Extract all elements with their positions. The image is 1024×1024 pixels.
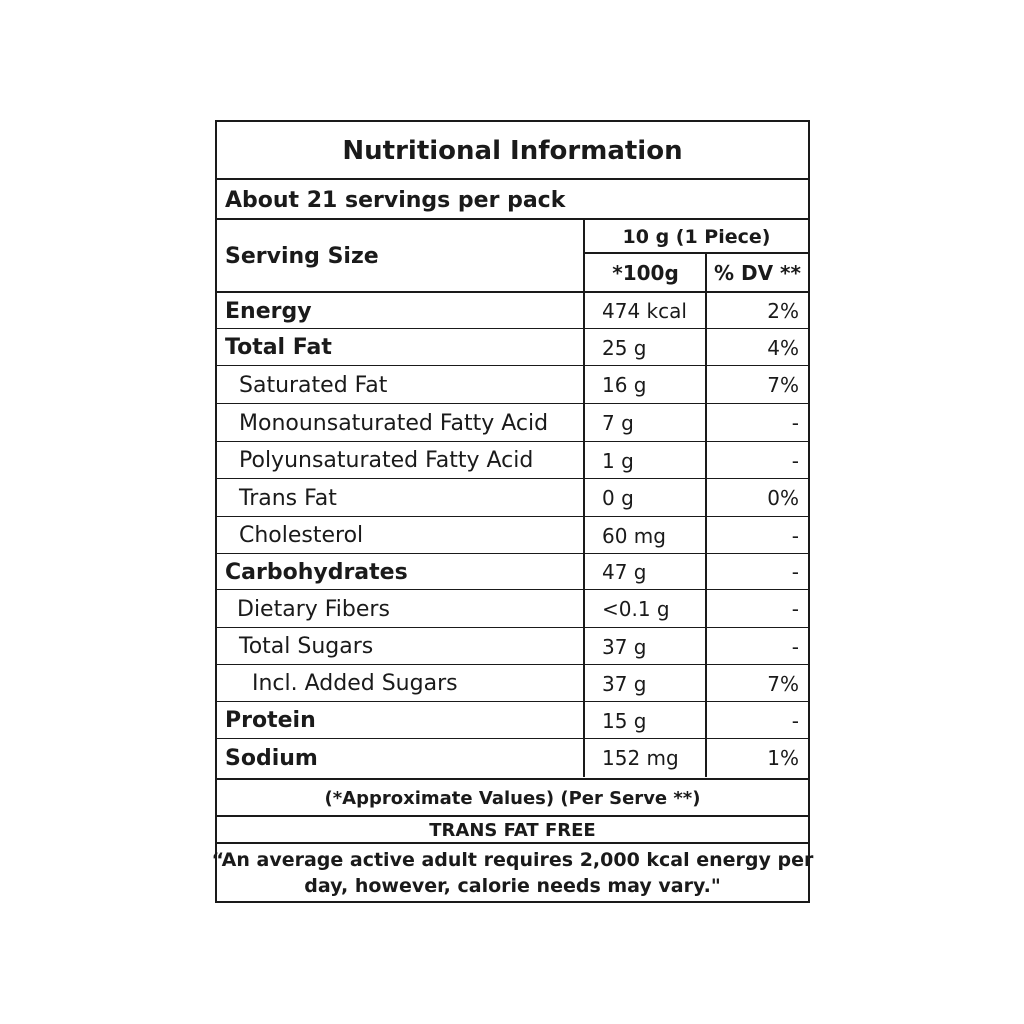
- column-header-per-100g: *100g: [612, 261, 679, 285]
- nutrient-amount: 1 g: [602, 448, 634, 473]
- nutrient-amount: 60 mg: [602, 523, 666, 548]
- nutrient-amount: 47 g: [602, 560, 647, 584]
- nutrient-amount: 16 g: [602, 373, 647, 397]
- nutrient-daily-value: -: [791, 560, 799, 584]
- panel-title: Nutritional Information: [342, 136, 683, 166]
- nutrient-daily-value: -: [791, 411, 799, 435]
- nutrient-name: Trans Fat: [239, 485, 337, 511]
- nutrient-amount: 37 g: [602, 634, 647, 659]
- nutrient-name: Carbohydrates: [225, 559, 408, 585]
- nutrient-daily-value: 1%: [767, 746, 799, 770]
- nutrient-name: Dietary Fibers: [237, 596, 390, 622]
- column-header-dv: % DV **: [714, 261, 801, 285]
- nutrient-amount: 25 g: [602, 335, 647, 360]
- nutrient-name: Protein: [225, 708, 316, 733]
- nutrient-daily-value: -: [791, 597, 799, 621]
- nutrient-daily-value: 7%: [767, 671, 799, 696]
- serving-size-value: 10 g (1 Piece): [622, 226, 771, 248]
- approximate-values-note: (*Approximate Values) (Per Serve **): [324, 787, 701, 809]
- serving-size-label: Serving Size: [225, 243, 379, 269]
- nutrition-facts-panel: [211, 120, 814, 903]
- disclaimer-line-2: day, however, calorie needs may vary.": [304, 875, 721, 897]
- nutrient-name: Sodium: [225, 745, 318, 771]
- nutrient-amount: 474 kcal: [602, 299, 687, 323]
- daily-energy-disclaimer: [211, 844, 814, 904]
- nutrient-daily-value: 0%: [767, 486, 799, 510]
- nutrient-name: Energy: [225, 298, 312, 324]
- column-divider: [705, 293, 707, 777]
- nutrient-amount: 37 g: [602, 671, 647, 696]
- nutrient-daily-value: 4%: [767, 335, 799, 360]
- nutrient-amount: <0.1 g: [602, 597, 670, 621]
- nutrient-amount: 152 mg: [602, 746, 679, 770]
- trans-fat-free-label: TRANS FAT FREE: [429, 819, 596, 841]
- nutrient-amount: 0 g: [602, 486, 634, 510]
- nutrient-name: Saturated Fat: [239, 372, 388, 398]
- nutrient-name: Cholesterol: [239, 523, 364, 548]
- nutrient-daily-value: -: [791, 523, 799, 548]
- nutrient-name: Monounsaturated Fatty Acid: [239, 410, 549, 436]
- disclaimer-line-1: “An average active adult requires 2,000 kcal energy per: [211, 849, 814, 872]
- nutrient-name: Total Fat: [225, 335, 332, 360]
- nutrient-daily-value: -: [791, 634, 799, 659]
- column-divider: [583, 293, 585, 777]
- nutrient-daily-value: -: [791, 448, 799, 473]
- nutrient-name: Total Sugars: [239, 634, 374, 659]
- nutrient-daily-value: 7%: [767, 373, 799, 397]
- nutrient-daily-value: -: [791, 708, 799, 733]
- nutrient-amount: 7 g: [602, 411, 634, 435]
- nutrient-amount: 15 g: [602, 708, 647, 733]
- nutrient-daily-value: 2%: [767, 299, 799, 323]
- nutrient-name: Polyunsaturated Fatty Acid: [239, 448, 534, 473]
- servings-per-pack: About 21 servings per pack: [225, 187, 566, 213]
- nutrient-name: Incl. Added Sugars: [252, 671, 458, 696]
